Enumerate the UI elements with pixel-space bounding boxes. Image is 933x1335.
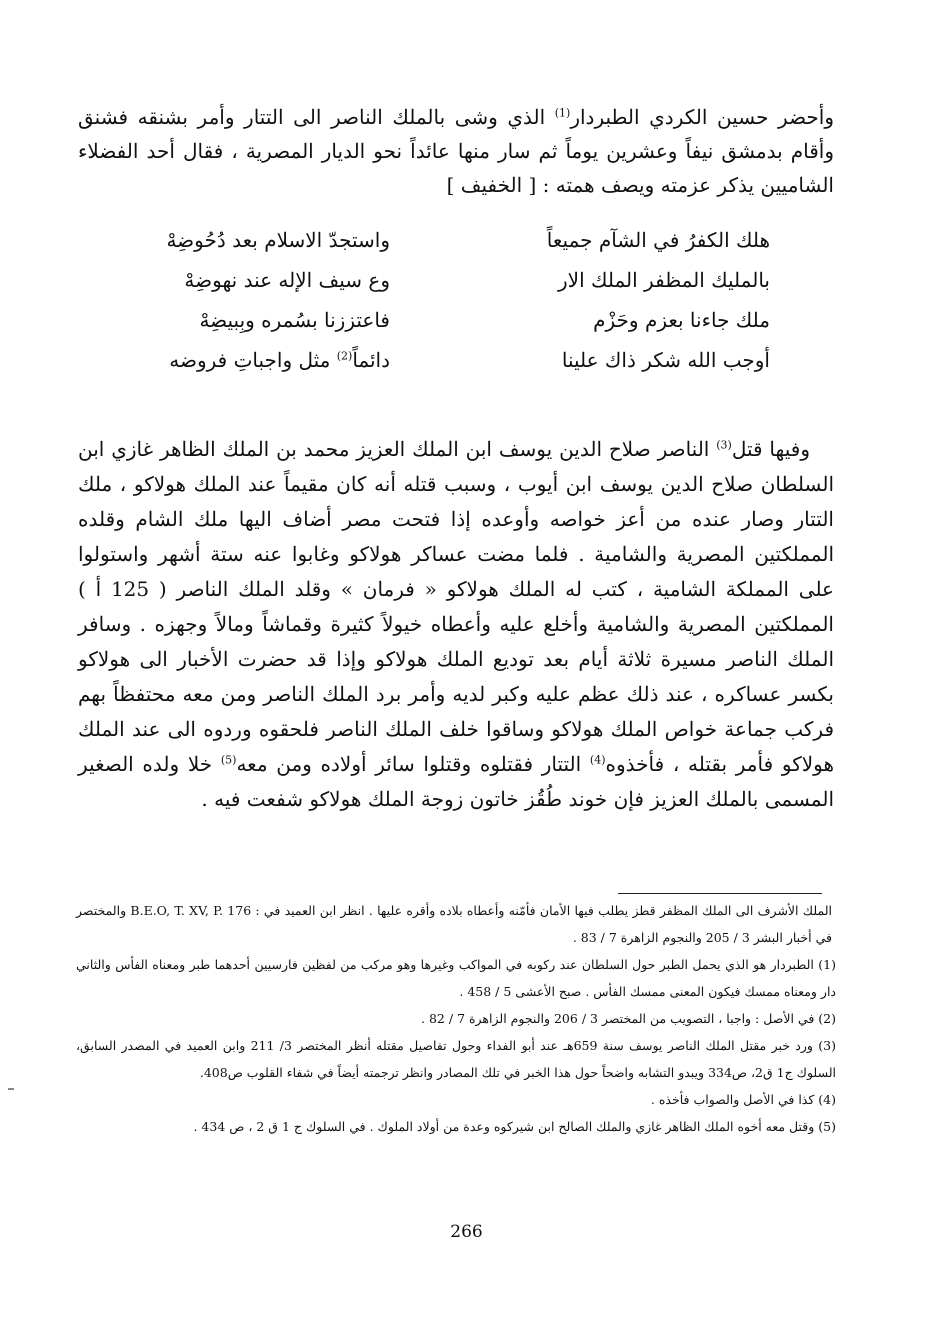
- main-text: [78, 432, 834, 817]
- poem-first-hemistich: أوجب الله شكر ذاك علينا: [561, 348, 770, 372]
- poem-line: [70, 308, 770, 348]
- footnote-5: (5) وقتل معه أخوه الملك الظاهر غازي والملك الصالح ابن شيركوه وعدة من أولاد الملوك . في السلوك ج 1 ق 2 ، ص 434 .: [193, 1119, 836, 1134]
- poem-second-hemistich: دائماً$^{(2)}$ مثل واجباتِ فروضه: [169, 348, 390, 372]
- footnote-continuation: الملك الأشرف الى الملك المظفر قطز يطلب فيها الأمان فأمّنه وأعطاه بلاده وأقره عليها . انظر ابن العميد في : B.E.O, T. XV, P. 176 والمختصر في أخبار البشر 3 / 205 والنجوم الزاهرة 7 / 83 .: [76, 903, 832, 945]
- poem-second-hemistich: وع سيف الإله عند نهوضِهْ: [184, 268, 390, 292]
- poem-line: [70, 268, 770, 308]
- footnote-1: (1) الطبردار هو الذي يحمل الطبر حول السلطان عند ركوبه في المواكب وغيرها وهو مركب من لفظين فارسيين أحدهما طبر ومعناه الفأس والثاني دار ومعناه ممسك فيكون المعنى ممسك الفأس . صبح الأعشى 5 / 458 .: [76, 957, 836, 999]
- poem-line: [70, 228, 770, 268]
- poem-first-hemistich: هلك الكفرُ في الشآم جميعاً: [546, 228, 770, 252]
- poem-first-hemistich: بالمليك المظفر الملك الار: [558, 268, 770, 292]
- poem: [70, 228, 770, 388]
- scan-mark: [8, 1088, 14, 1090]
- footnote-2: (2) في الأصل : واجبا ، التصويب من المختصر 3 / 206 والنجوم الزاهرة 7 / 82 .: [421, 1011, 836, 1026]
- intro-paragraph: وأحضر حسين الكردي الطبردار$^{(1)}$ الذي وشى بالملك الناصر الى التتار وأمر بشنقه فشنق وأقام بدمشق نيفاً وعشرين يوماً ثم سار منها عائداً نحو الديار المصرية ، فقال أحد الفضلاء الشاميين يذكر عزمته ويصف همته : [ الخفيف ]: [78, 105, 834, 197]
- footnote-3: (3) ورد خبر مقتل الملك الناصر يوسف سنة 659هـ عند أبو الفداء وحول تفاصيل مقتله أنظر المختصر 3/ 211 وابن العميد في المصدر السابق، السلوك ج1 ق2، ص334 ويبدو التشابه واضحاً حول هذا الخبر في تلك المصادر وانظر ترجمته أيضاً في شفاء القلوب ص408.: [76, 1038, 837, 1080]
- poem-first-hemistich: ملك جاءنا بعزم وحَزْم: [593, 308, 770, 332]
- page-number: 266: [450, 1222, 483, 1242]
- main-paragraph: وفيها قتل$^{(3)}$ الناصر صلاح الدين يوسف ابن الملك العزيز محمد بن الملك الظاهر غازي ابن السلطان صلاح الدين يوسف ابن أيوب ، وسبب قتله أنه كان مقيماً عند الملك هولاكو ، ملك التتار وصار عنده من أعز خواصه وأوعده إذا فتحت مصر أضاف اليها ملك الشام وقلده المملكتين المصرية والشامية . فلما مضت عساكر هولاكو وغابوا عنه ستة أشهر واستولوا على المملكة الشامية ، كتب له الملك هولاكو « فرمان » وقلد الملك الناصر ( 125 أ ) المملكتين المصرية والشامية وأخلع عليه وأعطاه خيولاً كثيرة وقماشاً ومالاً وجهزه . وسافر الملك الناصر مسيرة ثلاثة أيام بعد توديع الملك هولاكو وإذا قد حضرت الأخبار الى هولاكو بكسر عساكره ، عند ذلك عظم عليه وكبر لديه وأمر برد الملك الناصر ومن معه محتفظاً بهم فركب جماعة خواص الملك هولاكو وساقوا خلف الملك الناصر فلحقوه وردوه الى عند الملك هولاكو فأمر بقتله ، فأخذوه$^{(4)}$ التتار فقتلوه وقتلوا سائر أولاده ومن معه$^{(5)}$ خلا ولده الصغير المسمى بالملك العزيز فإن خوند طُقُز خاتون زوجة الملك هولاكو شفعت فيه .: [78, 437, 835, 811]
- poem-second-hemistich: فاعتززنا بسُمره وبِبيضِهْ: [199, 308, 390, 332]
- poem-line: [70, 348, 770, 388]
- footnote-divider: [618, 893, 822, 894]
- intro-section: [78, 100, 834, 202]
- poem-second-hemistich: واستجدّ الاسلام بعد دُحُوضِهْ: [166, 228, 390, 252]
- footnote-4: (4) كذا في الأصل والصواب فأخذه .: [650, 1092, 836, 1107]
- footnotes: [76, 897, 836, 1140]
